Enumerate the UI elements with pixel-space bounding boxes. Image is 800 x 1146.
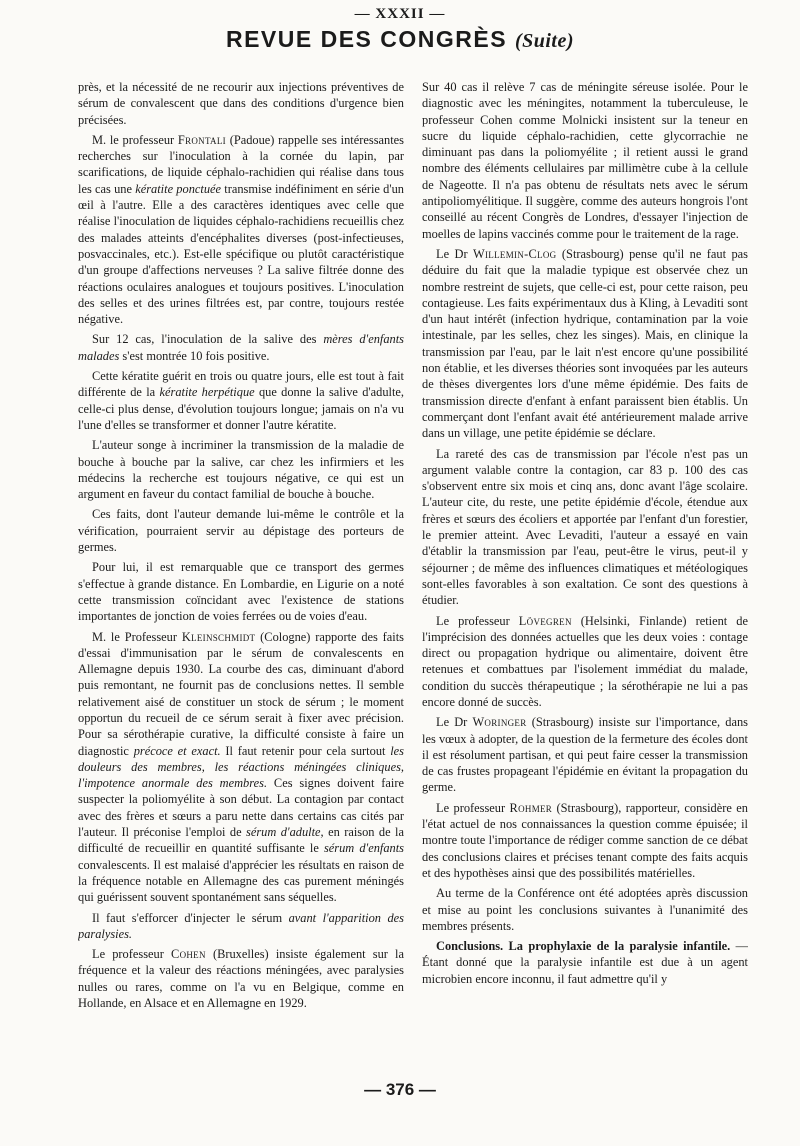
text-run: Le professeur — [436, 613, 519, 628]
italic-run: mères d'enfants malades — [78, 332, 404, 363]
italic-run: avant l'apparition des paralysies. — [78, 910, 404, 941]
author-name: Kleinschmidt — [181, 629, 256, 644]
paragraph — [78, 506, 404, 555]
text-run: Pour lui, il est remarquable que ce transport des germes s'effectue à grande distance. En Lombardie, en Ligurie on a noté cette transmission coïncidant avec l'existence de stations importantes de jonction de voies ferrées ou de voies d'eau. — [78, 560, 404, 624]
italic-run: kératite herpétique — [159, 385, 255, 400]
text-run: Le professeur — [436, 800, 510, 815]
text-run: en raison de la difficulté de recueillir en quantité suffisante le — [78, 825, 404, 856]
text-run: — Étant donné que la paralysie infantile est due à un agent microbien encore inconnu, il faut admettre qu'il y — [422, 939, 748, 986]
text-run: (Strasbourg) pense qu'il ne faut pas déduire du fait que la maladie typique est observée chez un nombre restreint de sujets, que celle-ci est, pour cette raison, peu contagieuse. Les faits expérimentaux dus à Kling, à Levaditi sont d'un haut intérêt (infection hydrique, contamination par la voie intestinale, par les selles, chez les singes). Mais, en clinique la transmission par l'eau, par le lait n'est encore qu'une possibilité non établie, et les diverses théories sont invoquées par les auteurs de thèses divergentes lors d'une même épidémie. Des faits de transmission directe d'enfant à enfant paraissent bien établis. Un commerçant dont l'enfant avait été antérieurement malade arrive dans un village, une petite épidémie se déclare. — [422, 246, 748, 441]
text-run: près, et la nécessité de ne recourir aux injections préventives de sérum de convalescent que dans des conditions d'urgence bien précisées. — [78, 80, 404, 127]
italic-run: sérum d'enfants — [323, 841, 404, 856]
text-run: (Helsinki, Finlande) retient de l'imprécision des données actuelles que les deux voies : contage direct ou propagation hydrique ou alimentaire, doivent être retenues et combattues par l'isolement immédiat du malade, condition du succès thérapeutique ; la sérothérapie ne lui a pas encore donné de succès. — [422, 613, 748, 709]
paragraph — [78, 132, 404, 328]
text-run: (Padoue) rappelle ses intéressantes recherches sur l'inoculation à la cornée du lapin, par scarifications, de liquide céphalo-rachidien qui réalise dans tous les cas une — [78, 132, 404, 196]
journal-title-text: REVUE DES CONGRÈS — [225, 26, 508, 52]
text-run: Il faut retenir pour cela surtout — [220, 743, 391, 758]
italic-run: kératite ponctuée — [135, 181, 222, 196]
text-run: Sur 40 cas il relève 7 cas de méningite séreuse isolée. Pour le diagnostic avec les méningites, notamment la tuberculeuse, le professeur Cohen comme Molnicki insistent sur la teneur en sucre du liquide céphalo-rachidien, cette glycorrachie ne diminuant pas dans la poliomyélite ; il retient aussi le grand nombre des éléments cellulaires par millimètre cube à la cellule de Nageotte. Il n'a pas obtenu de résultats nets avec le sérum antipoliomyélitique. Il suggère, comme des auteurs hongrois l'ont conseillé au récent Congrès de Londres, d'essayer l'injection de moelles de lapins vaccinés comme pour le traitement de la rage. — [422, 80, 748, 241]
paragraph — [78, 910, 404, 943]
text-run: transmise indéfiniment en série d'un œil à l'autre. Elle a des caractères identiques avec celle que réalise l'inoculation de liquides céphalo-rachidiens recueillis chez des malades atteints d'encéphalites diverses (post-infectieuses, posvaccinales, etc.). Est-elle spécifique ou plutôt caractéristique d'un groupe d'affections nerveuses ? La salive filtrée donne des réactions oculaires analogues et toujours positives. L'inoculation des selles et des urines filtrées est, par contre, toujours restée négative. — [78, 181, 404, 327]
paragraph — [78, 437, 404, 502]
text-run: (Strasbourg), rapporteur, considère en l'état actuel de nos connaissances la question comme épuisée; il montre toute l'importance de rédiger comme sanction de ce débat des conclusions claires et précises tenant compte des faits acquis et des hypothèses ainsi que des possibilités matérielles. — [422, 800, 748, 880]
journal-title — [0, 26, 800, 53]
text-run: Il faut s'efforcer d'injecter le sérum — [92, 910, 289, 925]
roman-page-number: — XXXII — — [354, 6, 446, 22]
text-run: Le professeur — [92, 947, 172, 962]
paragraph — [78, 79, 404, 128]
article-body — [78, 79, 748, 1079]
author-name: Woringer — [472, 715, 527, 730]
paragraph — [78, 946, 404, 1011]
text-run: Ces faits, dont l'auteur demande lui-même le contrôle et la vérification, pourraient servir au dépistage des porteurs de germes. — [78, 507, 404, 555]
page-number: — 376 — — [364, 1080, 436, 1099]
text-run: s'est montrée 10 fois positive. — [119, 348, 270, 363]
text-run: Ces signes doivent faire suspecter la poliomyélite à son début. La contagion par contact avec des frères et sœurs a paru nette dans certains cas cités par l'auteur. Il préconise l'emploi de — [78, 776, 404, 840]
text-run: La rareté des cas de transmission par l'école n'est pas un argument valable contre la contagion, car 83 p. 100 des cas s'observent entre six mois et cinq ans, donc avant l'âge scolaire. L'auteur cite, du reste, une petite épidémie d'école, étendue aux frères et sœurs des écoliers et apportée par l'enfant d'un forestier, le premier atteint. Avec Levaditi, l'auteur a essayé en vain d'établir la transmission par l'eau, peut-être le virus, peut-il y séjourner ; de même des influences climatiques et météologiques sont-elles favorables à son exaltation. Ce sont des questions à étudier. — [422, 446, 748, 608]
paragraph — [78, 368, 404, 433]
italic-run: les douleurs des membres, les réactions méningées cliniques, l'impotence anormale des membres. — [78, 743, 404, 791]
text-run: M. le Professeur — [92, 629, 182, 644]
author-name: Rohmer — [509, 800, 553, 815]
text-run: Sur 12 cas, l'inoculation de la salive des — [92, 332, 324, 347]
right-column — [422, 79, 748, 1079]
paragraph — [422, 800, 748, 881]
paragraph — [422, 714, 748, 795]
paragraph — [422, 938, 748, 987]
paragraph — [78, 559, 404, 624]
author-name: Willemin-Clog — [473, 246, 557, 261]
text-run: convalescents. Il est malaisé d'apprécier les résultats en raison de la fréquence notable en Allemagne des cas purement méningés qui guérissent souvent spontanément sans séquelles. — [78, 857, 404, 905]
text-run: Au terme de la Conférence ont été adoptées après discussion et mise au point les conclusions suivantes à l'unanimité des membres présents. — [422, 886, 748, 933]
italic-run: précoce et exact. — [133, 743, 221, 758]
text-run: Cette kératite guérit en trois ou quatre jours, elle est tout à fait différente de la — [78, 369, 404, 400]
text-run: Le Dr — [436, 246, 474, 261]
paragraph — [422, 613, 748, 711]
paragraph — [422, 246, 748, 442]
paragraph — [78, 629, 404, 906]
text-run: (Strasbourg) insiste sur l'importance, dans les vœux à adopter, de la question de la fermeture des écoles dont il est résolument partisan, et qui peut faire cesser la transmission de cas frustes propageant l'épidémie en évitant la propagation du germe. — [422, 715, 748, 795]
text-run: (Cologne) rapporte des faits d'essai d'immunisation par le sérum de convalescents en Allemagne depuis 1930. La courbe des cas, diminuant d'abord puis remontant, ne fournit pas de conclusions nettes. Il semble relativement aisé de constituer un stock de sérum ; le moment opportun du recueil de ce sérum serait à fixer avec précision. Pour sa sérothérapie curative, la difficulté consiste à faire un diagnostic — [78, 629, 404, 758]
left-column — [78, 79, 404, 1079]
paragraph — [422, 885, 748, 934]
journal-title-suite: (Suite) — [514, 30, 575, 52]
paragraph — [422, 79, 748, 242]
text-run: Le Dr — [436, 715, 473, 730]
author-name: Frontali — [177, 132, 226, 147]
bold-run: Conclusions. La prophylaxie de la paralysie infantile. — [436, 939, 731, 954]
text-run: que donne la salive d'adulte, celle-ci plus dense, d'évolution toujours longue; jamais on n'a vu l'une d'elles se transformer et donner l'autre kératite. — [78, 385, 404, 432]
italic-run: sérum d'adulte, — [246, 825, 324, 840]
author-name: Cohen — [171, 947, 206, 962]
author-name: Lövegren — [518, 613, 572, 628]
paragraph — [422, 446, 748, 609]
text-run: L'auteur songe à incriminer la transmission de la maladie de bouche à bouche par la salive, car chez les infirmiers et les médecins la recherche est toujours négative, ce qui est un argument en faveur du contact familial de bouche à bouche. — [78, 438, 404, 502]
paragraph — [78, 331, 404, 364]
text-run: M. le professeur — [92, 132, 178, 147]
text-run: (Bruxelles) insiste également sur la fréquence et la valeur des réactions méningées, avec paralysies nulles ou rares, comme on l'a vu en Belgique, comme en Hollande, en Alsace et en Allemagne en 1929. — [78, 947, 404, 1011]
